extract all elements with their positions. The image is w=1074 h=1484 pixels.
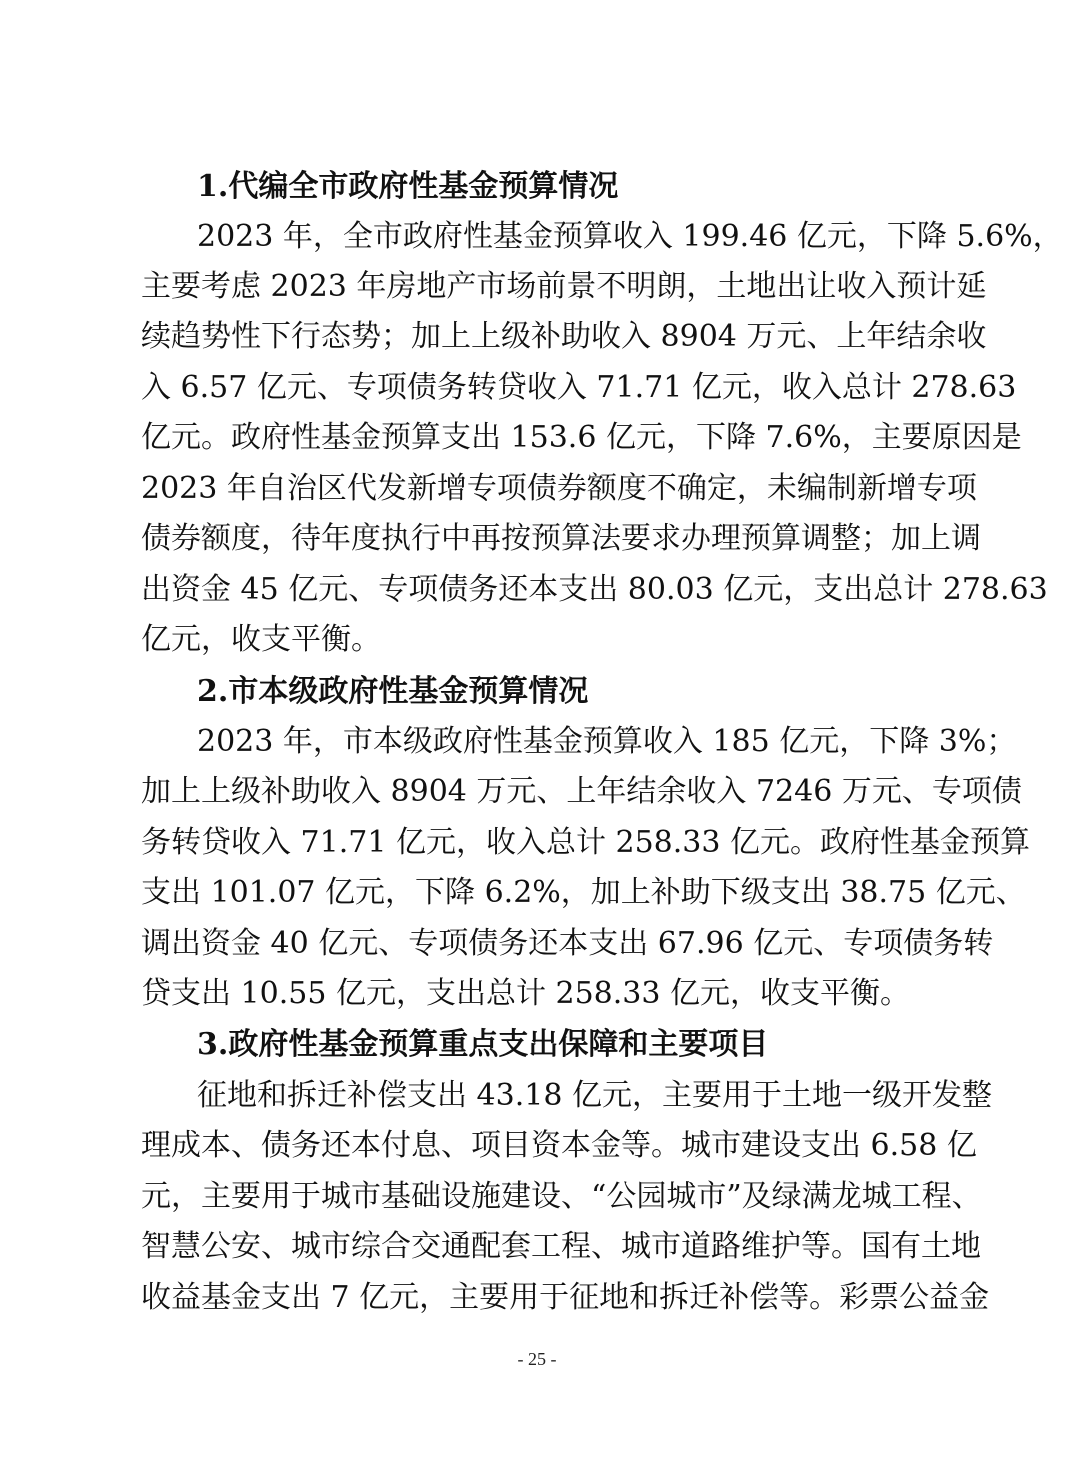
section-1-heading: 1.代编全市政府性基金预算情况 (197, 169, 619, 204)
paragraph-line: 主要考虑 2023 年房地产市场前景不明朗，土地出让收入预计延 (141, 269, 987, 304)
paragraph-line: 务转贷收入 71.71 亿元，收入总计 258.33 亿元。政府性基金预算 (141, 825, 1030, 860)
paragraph-line: 理成本、债务还本付息、项目资本金等。城市建设支出 6.58 亿 (141, 1128, 977, 1163)
paragraph-line: 债券额度，待年度执行中再按预算法要求办理预算调整；加上调 (141, 521, 981, 556)
paragraph-line: 出资金 45 亿元、专项债务还本支出 80.03 亿元，支出总计 278.63 (141, 572, 1048, 607)
paragraph-line: 续趋势性下行态势；加上上级补助收入 8904 万元、上年结余收 (141, 319, 987, 354)
paragraph-line: 贷支出 10.55 亿元，支出总计 258.33 亿元，收支平衡。 (141, 976, 910, 1011)
paragraph-line: 入 6.57 亿元、专项债务转贷收入 71.71 亿元，收入总计 278.63 (141, 370, 1017, 405)
paragraph-line: 征地和拆迁补偿支出 43.18 亿元，主要用于土地一级开发整 (197, 1078, 992, 1113)
paragraph-line: 亿元，收支平衡。 (141, 622, 381, 657)
section-2-heading: 2.市本级政府性基金预算情况 (197, 674, 589, 709)
section-3-heading: 3.政府性基金预算重点支出保障和主要项目 (197, 1027, 769, 1062)
paragraph-line: 亿元。政府性基金预算支出 153.6 亿元，下降 7.6%，主要原因是 (141, 420, 1022, 455)
page-number: - 25 - (517, 1349, 557, 1369)
paragraph-line: 智慧公安、城市综合交通配套工程、城市道路维护等。国有土地 (141, 1229, 981, 1264)
paragraph-line: 调出资金 40 亿元、专项债务还本支出 67.96 亿元、专项债务转 (141, 926, 994, 961)
paragraph-line: 2023 年，市本级政府性基金预算收入 185 亿元，下降 3%； (197, 724, 1017, 759)
paragraph-line: 支出 101.07 亿元，下降 6.2%，加上补助下级支出 38.75 亿元、 (141, 875, 1026, 910)
paragraph-line: 2023 年自治区代发新增专项债券额度不确定，未编制新增专项 (141, 471, 977, 506)
paragraph-line: 加上上级补助收入 8904 万元、上年结余收入 7246 万元、专项债 (141, 774, 1022, 809)
paragraph-line: 2023 年，全市政府性基金预算收入 199.46 亿元，下降 5.6%， (197, 219, 1063, 254)
paragraph-line: 元，主要用于城市基础设施建设、“公园城市”及绿满龙城工程、 (141, 1179, 982, 1214)
paragraph-line: 收益基金支出 7 亿元，主要用于征地和拆迁补偿等。彩票公益金 (141, 1280, 990, 1315)
